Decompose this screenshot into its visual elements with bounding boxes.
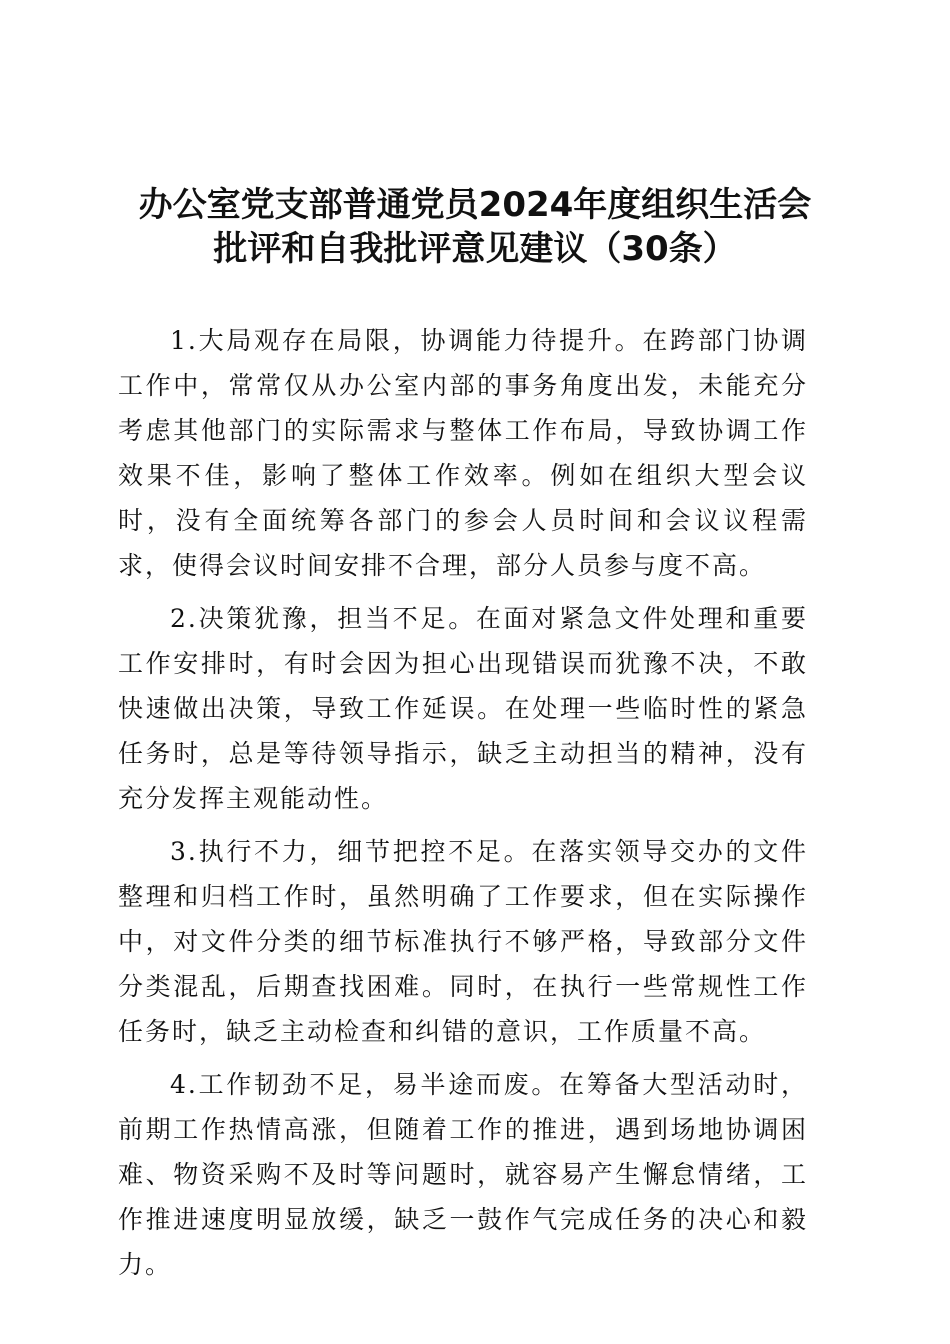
title-line-1: 办公室党支部普通党员2024年度组织生活会 (138, 185, 812, 225)
paragraph-1: 1.大局观存在局限，协调能力待提升。在跨部门协调工作中，常常仅从办公室内部的事务角度出发，未能充分考虑其他部门的实际需求与整体工作布局，导致协调工作效果不佳，影响了整体工作效率。例如在组织大型会议时，没有全面统筹各部门的参会人员时间和会议议程需求，使得会议时间安排不合理，部分人员参与度不高。 (118, 326, 808, 580)
document-body (118, 318, 808, 1295)
document-title (100, 183, 850, 271)
paragraph-2: 2.决策犹豫，担当不足。在面对紧急文件处理和重要工作安排时，有时会因为担心出现错误而犹豫不决，不敢快速做出决策，导致工作延误。在处理一些临时性的紧急任务时，总是等待领导指示，缺乏主动担当的精神，没有充分发挥主观能动性。 (118, 604, 808, 813)
paragraph-4: 4.工作韧劲不足，易半途而废。在筹备大型活动时，前期工作热情高涨，但随着工作的推进，遇到场地协调困难、物资采购不及时等问题时，就容易产生懈怠情绪，工作推进速度明显放缓，缺乏一鼓作气完成任务的决心和毅力。 (118, 1070, 808, 1279)
paragraph-3: 3.执行不力，细节把控不足。在落实领导交办的文件整理和归档工作时，虽然明确了工作要求，但在实际操作中，对文件分类的细节标准执行不够严格，导致部分文件分类混乱，后期查找困难。同时，在执行一些常规性工作任务时，缺乏主动检查和纠错的意识，工作质量不高。 (118, 837, 808, 1046)
title-line-2: 批评和自我批评意见建议（30条） (213, 229, 737, 269)
